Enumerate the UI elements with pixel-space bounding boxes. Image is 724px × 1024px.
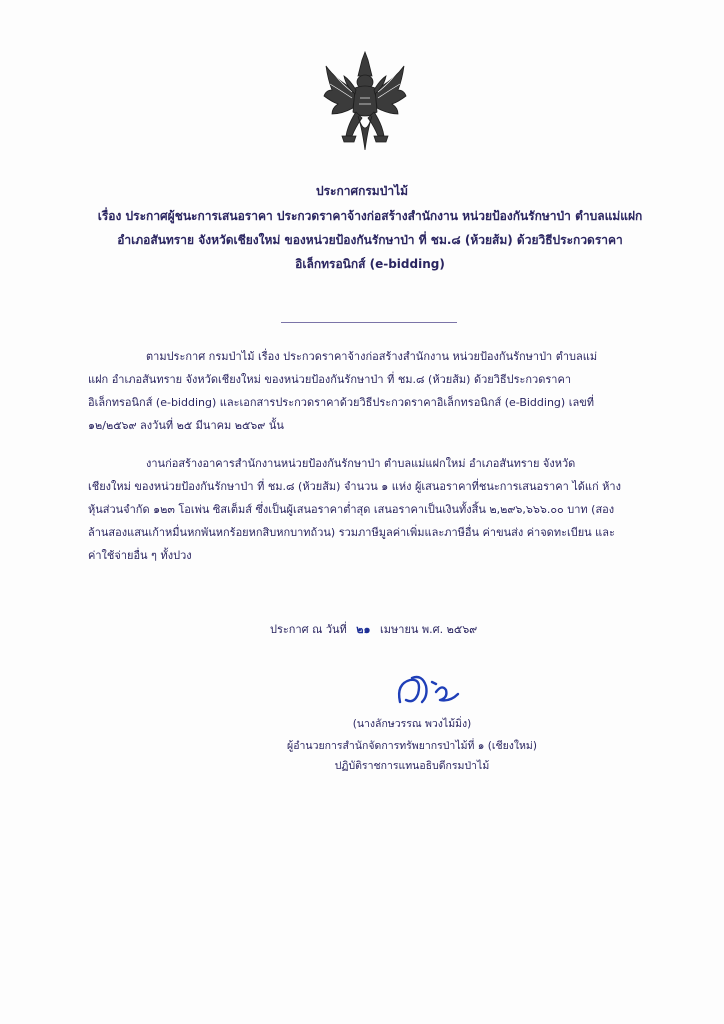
paragraph-1-line: ตามประกาศ กรมป่าไม้ เรื่อง ประกวดราคาจ้างก่อสร้างสำนักงาน หน่วยป้องกันรักษาป่า ตำบลแม่ xyxy=(146,350,598,363)
signatory-position: ปฏิบัติราชการแทนอธิบดีกรมป่าไม้ xyxy=(334,760,490,772)
garuda-emblem-icon xyxy=(322,50,408,158)
signatory-position: ผู้อำนวยการสำนักจัดการทรัพยากรป่าไม้ที่ ๑ (เชียงใหม่) xyxy=(287,740,537,752)
paragraph-2-line: หุ้นส่วนจำกัด ๑๒๓ โอเพ่น ซิสเต็มส์ ซึ่งเป็นผู้เสนอราคาต่ำสุด เสนอราคาเป็นเงินทั้งสิ้น ๒,๒๙๖,๖๖๖.๐๐ บาท (สอง xyxy=(88,503,615,516)
divider-line xyxy=(281,322,457,323)
paragraph-1-line: อิเล็กทรอนิกส์ (e-bidding) และเอกสารประกวดราคาด้วยวิธีประกวดราคาอิเล็กทรอนิกส์ (e-Bidding) เลขที่ xyxy=(88,396,594,409)
document-title: ประกาศกรมป่าไม้ xyxy=(315,184,409,198)
paragraph-2-line: ล้านสองแสนเก้าหมื่นหกพันหกร้อยหกสิบหกบาทถ้วน) รวมภาษีมูลค่าเพิ่มและภาษีอื่น ค่าขนส่ง ค่าจดทะเบียน และ xyxy=(88,526,615,539)
subject-line: เรื่อง ประกาศผู้ชนะการเสนอราคา ประกวดราคาจ้างก่อสร้างสำนักงาน หน่วยป้องกันรักษาป่า ตำบลแม่แฝก xyxy=(97,209,643,223)
announce-date xyxy=(270,620,477,638)
subject-line: อิเล็กทรอนิกส์ (e-bidding) xyxy=(295,257,445,271)
announce-label: ประกาศ ณ วันที่ xyxy=(270,623,347,636)
paragraph-2-line: เชียงใหม่ ของหน่วยป้องกันรักษาป่า ที่ ชม.๘ (ห้วยส้ม) จำนวน ๑ แห่ง ผู้เสนอราคาที่ชนะการเสนอราคา ได้แก่ ห้าง xyxy=(88,480,621,493)
announce-day: ๒๑ xyxy=(356,623,371,636)
signature-icon xyxy=(392,672,472,712)
announce-month-year: เมษายน พ.ศ. ๒๕๖๙ xyxy=(380,623,478,636)
signatory-name: (นางลักษวรรณ พวงไม้มิ่ง) xyxy=(352,718,472,730)
paragraph-2-line: งานก่อสร้างอาคารสำนักงานหน่วยป้องกันรักษาป่า ตำบลแม่แฝกใหม่ อำเภอสันทราย จังหวัด xyxy=(146,457,576,470)
subject-line: อำเภอสันทราย จังหวัดเชียงใหม่ ของหน่วยป้องกันรักษาป่า ที่ ชม.๘ (ห้วยส้ม) ด้วยวิธีประกวดราคา xyxy=(117,233,623,247)
paragraph-1-line: ๑๒/๒๕๖๙ ลงวันที่ ๒๕ มีนาคม ๒๕๖๙ นั้น xyxy=(88,419,284,432)
paragraph-2-line: ค่าใช้จ่ายอื่น ๆ ทั้งปวง xyxy=(88,549,192,562)
paragraph-1-line: แฝก อำเภอสันทราย จังหวัดเชียงใหม่ ของหน่วยป้องกันรักษาป่า ที่ ชม.๘ (ห้วยส้ม) ด้วยวิธีประกวดราคา xyxy=(88,373,572,386)
